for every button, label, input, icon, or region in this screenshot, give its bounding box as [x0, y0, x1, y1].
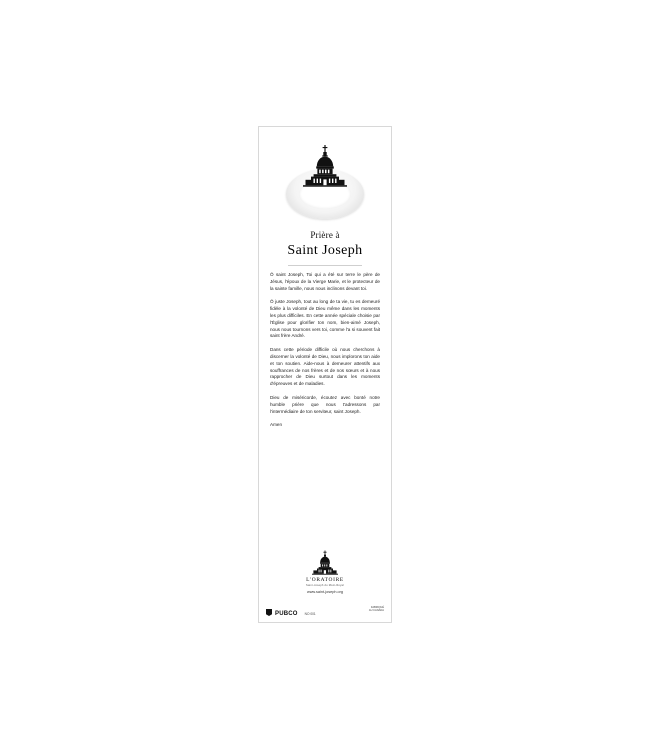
prayer-paragraph: Ô saint Joseph, Toi qui a été sur terre le père de Jésus, l'époux de la Vierge Marie, et le protecteur de la sainte famille, nous nous inclinons devant toi. [270, 272, 380, 291]
footer-origin-line2: AU CANADA [368, 609, 384, 612]
prayer-paragraph: Dieu de miséricorde, écoutez avec bonté notre humble prière que nous t'adressons par l'intermédiaire de ton serviteur, saint Joseph. [270, 394, 380, 414]
pubco-mark-icon [266, 603, 272, 610]
oratory-logo-block [259, 550, 391, 594]
oratory-website-url[interactable]: www.saint-joseph.org [306, 590, 344, 594]
oratory-logo-icon [310, 550, 340, 576]
footer-origin [369, 606, 384, 613]
footer-left-group [266, 602, 316, 617]
prayer-text-body [259, 266, 391, 429]
prayer-title-line2: Saint Joseph [287, 243, 363, 258]
prayer-paragraph: Ô juste Joseph, tout au long de ta vie, tu es demeuré fidèle à la volonté de Dieu même dans les moments les plus difficiles. En cette année spéciale choisie par l'Église pour glorifier ton nom, bien-aimé Joseph, nous nous tournons vers toi, comme l'a si souvent fait saint frère André. [270, 299, 380, 339]
bookmark-footer [259, 603, 391, 615]
footer-brand-name: PUBCO [275, 610, 298, 617]
oratory-dome-icon [297, 143, 353, 191]
oratory-logo-name: L'ORATOIRE [306, 577, 344, 583]
oratory-logo-subtitle: Saint-Joseph du Mont-Royal [306, 584, 344, 587]
bookmark-header-image [259, 127, 391, 227]
prayer-closing: Amen [270, 422, 283, 428]
footer-product-code: NO 001 [304, 611, 316, 616]
prayer-paragraph: Dans cette période difficile où nous cherchons à discerner la volonté de Dieu, nous implorons ton aide et ton soutien. Aide-nous à demeurer attentifs aux souffrances de nos frères et de nos sœurs et à nous rapprocher de Dieu surtout dans les moments d'épreuves et de maladies. [270, 347, 380, 387]
prayer-bookmark-card [258, 126, 392, 623]
footer-origin-line1: FABRIQUÉ [370, 605, 384, 609]
prayer-title-line1: Prière à [310, 230, 340, 240]
prayer-title-block [259, 227, 391, 266]
